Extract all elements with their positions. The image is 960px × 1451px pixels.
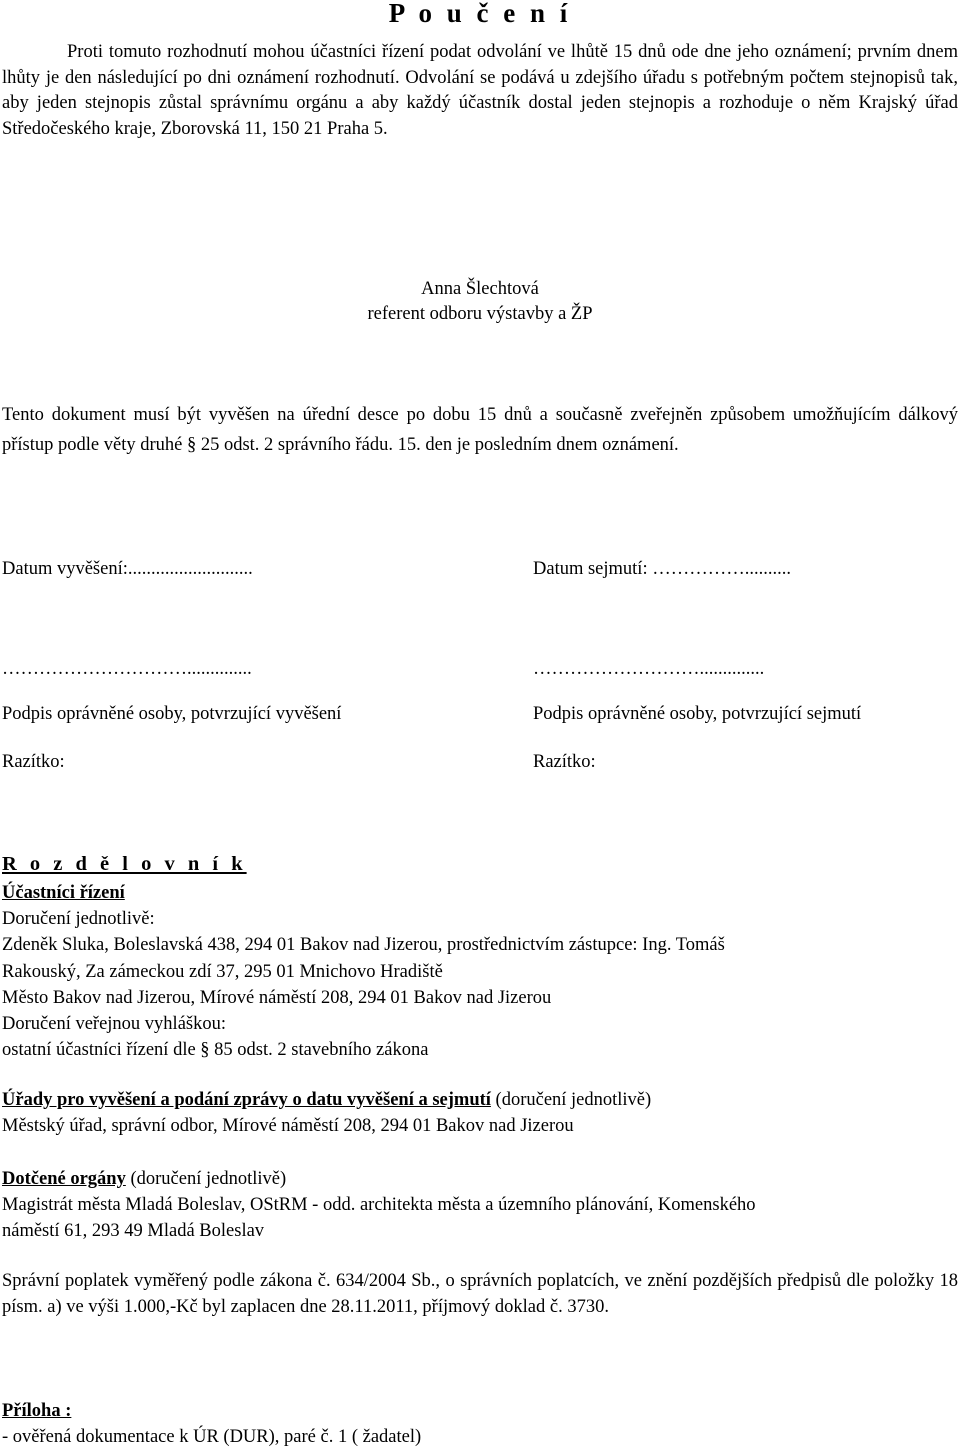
participant-1-line-1: Zdeněk Sluka, Boleslavská 438, 294 01 Bakov nad Jizerou, prostřednictvím zástupce: Ing. Tomáš	[2, 935, 725, 956]
authorities-block	[0, 1166, 960, 1245]
signatory-name: Anna Šlechtová	[421, 279, 539, 299]
stamp-labels	[0, 752, 960, 773]
individual-delivery-label: Doručení jednotlivě:	[2, 909, 155, 930]
attachment-heading: Příloha :	[2, 1401, 72, 1421]
authority-1-line-1: Magistrát města Mladá Boleslav, OStRM - odd. architekta města a územního plánování, Komenského	[2, 1195, 756, 1216]
other-participants: ostatní účastníci řízení dle § 85 odst. 2 stavebního zákona	[2, 1040, 429, 1061]
stamp-removed-label: Razítko:	[533, 752, 596, 772]
authorities-heading: Dotčené orgány	[2, 1169, 126, 1189]
office-1: Městský úřad, správní odbor, Mírové náměstí 208, 294 01 Bakov nad Jizerou	[2, 1116, 574, 1137]
distribution-heading-text: R o z d ě l o v n í k	[2, 853, 247, 875]
signatory-role: referent odboru výstavby a ŽP	[367, 304, 593, 324]
signatory-block	[0, 277, 960, 327]
authority-1-line-2: náměstí 61, 293 49 Mladá Boleslav	[2, 1221, 265, 1242]
attachment-item-1: - ověřená dokumentace k ÚR (DUR), paré č. 1 ( žadatel)	[2, 1427, 422, 1448]
signature-labels	[0, 704, 960, 725]
offices-heading: Úřady pro vyvěšení a podání zprávy o datu vyvěšení a sejmutí	[2, 1090, 491, 1110]
stamp-posted-label: Razítko:	[2, 752, 65, 772]
participant-2: Město Bakov nad Jizerou, Mírové náměstí 208, 294 01 Bakov nad Jizerou	[2, 987, 552, 1008]
signature-removed-label: Podpis oprávněné osoby, potvrzující sejmutí	[533, 704, 862, 724]
distribution-list	[0, 880, 960, 1063]
signature-posted-label: Podpis oprávněné osoby, potvrzující vyvěšení	[2, 704, 342, 724]
public-delivery-label: Doručení veřejnou vyhláškou:	[2, 1014, 226, 1035]
distribution-heading	[0, 853, 960, 876]
participant-1-line-2: Rakouský, Za zámeckou zdí 37, 295 01 Mnichovo Hradiště	[2, 961, 443, 982]
offices-block	[0, 1087, 960, 1139]
appeal-instruction-text: Proti tomuto rozhodnutí mohou účastníci řízení podat odvolání ve lhůtě 15 dnů ode dne jeho oznámení; prvním dnem lhůty je den následující po dni oznámení rozhodnutí. Odvolání se podává u zdejšího úřadu s potřebným počtem stejnopisů tak, aby jeden stejnopis zůstal správnímu orgánu a aby každý účastník dostal jeden stejnopis a rozhoduje o něm Krajský úřad Středočeského kraje, Zborovská 11, 150 21 Praha 5.	[2, 42, 958, 139]
signature-line-posted: …………………………..............	[2, 659, 252, 679]
posting-notice: Tento dokument musí být vyvěšen na úřední desce po dobu 15 dnů a současně zveřejněn způsobem umožňujícím dálkový přístup podle věty druhé § 25 odst. 2 správního řádu. 15. den je posledním dnem oznámení.	[2, 405, 958, 455]
participants-heading: Účastníci řízení	[2, 883, 125, 903]
attachment-block	[0, 1398, 960, 1450]
page-title: P o u č e n í	[388, 0, 572, 28]
appeal-instruction	[0, 40, 960, 142]
authorities-note: (doručení jednotlivě)	[125, 1169, 287, 1189]
signature-line-removed: ………………………..............	[533, 659, 765, 679]
offices-note: (doručení jednotlivě)	[490, 1090, 652, 1110]
signature-lines	[0, 659, 960, 680]
date-removed-field: Datum sejmutí: ……………..........	[533, 559, 791, 579]
date-posted-field: Datum vyvěšení:...........................	[2, 559, 253, 579]
date-fields	[0, 559, 960, 580]
fee-paragraph: Správní poplatek vyměřený podle zákona č. 634/2004 Sb., o správních poplatcích, ve znění pozdějších předpisů dle položky 18 písm. a) ve výši 1.000,-Kč byl zaplacen dne 28.11.2011, příjmový doklad č. 3730.	[2, 1271, 958, 1317]
